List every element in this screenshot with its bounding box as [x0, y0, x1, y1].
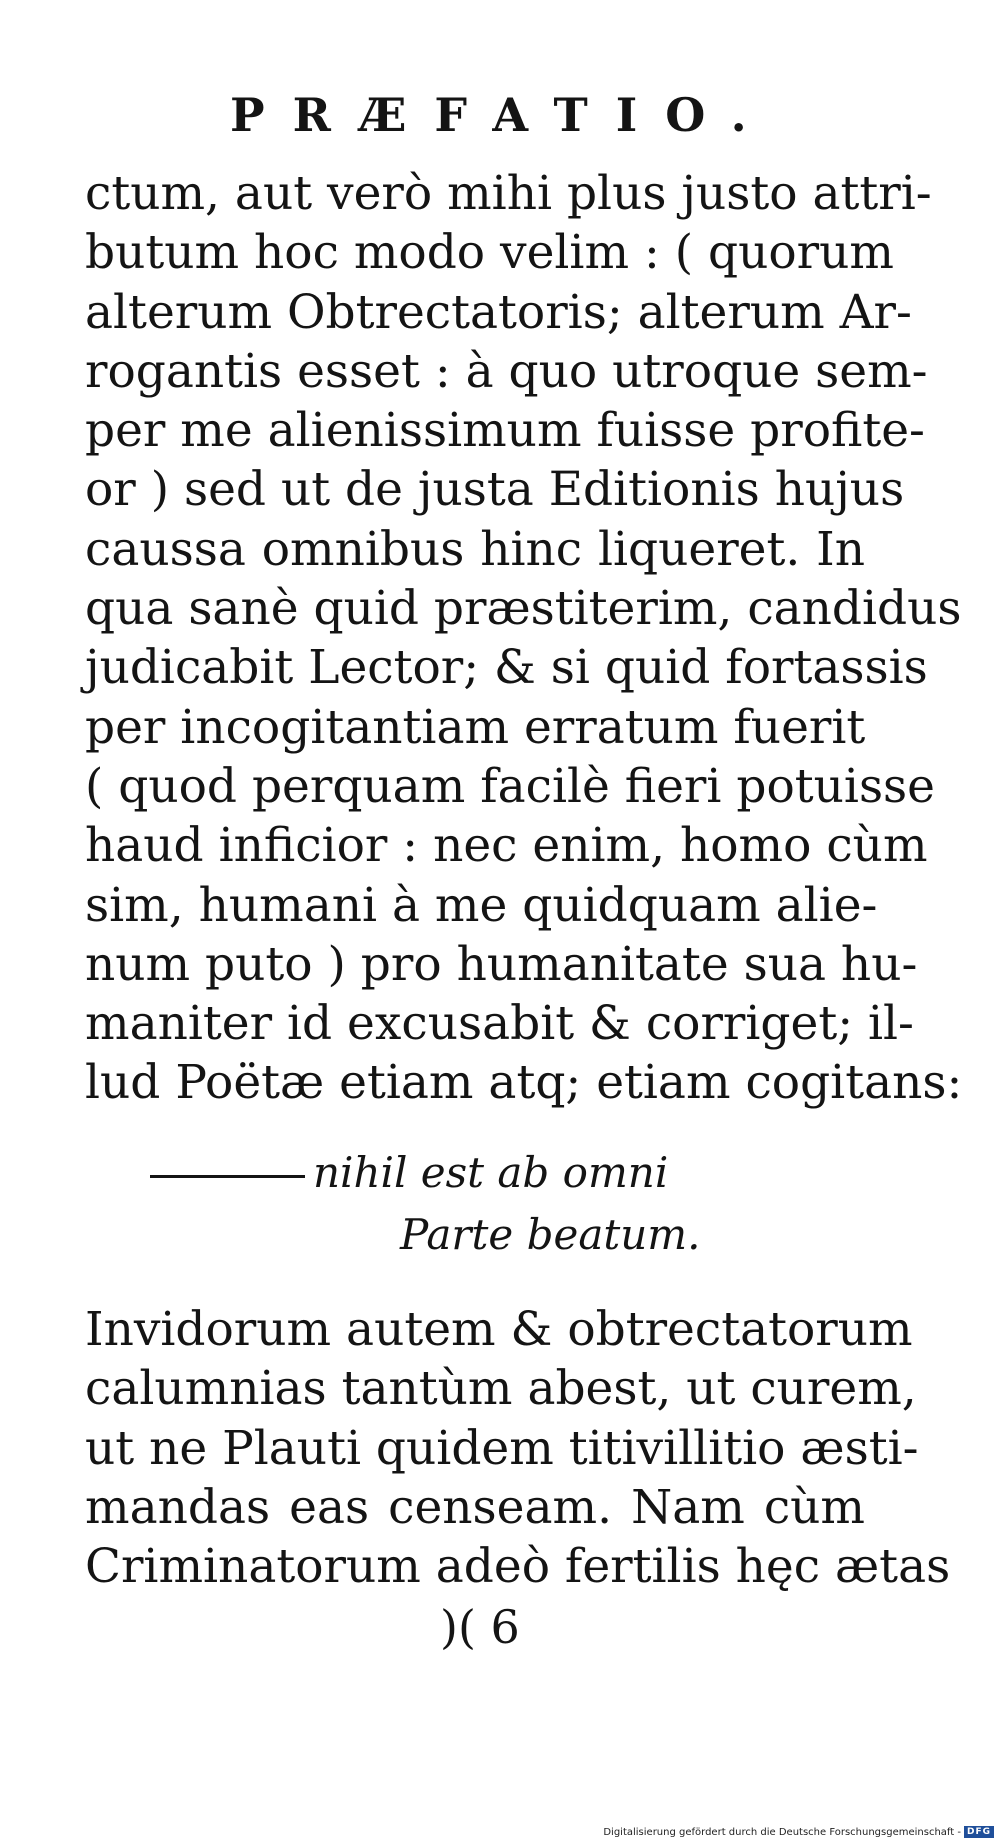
text-line: qua sanè quid præstiterim, candidus — [85, 581, 962, 637]
paragraph-2 — [85, 1300, 951, 1596]
dfg-logo: DFG — [964, 1826, 994, 1838]
digitization-credit — [603, 1826, 994, 1838]
signature-mark: )( 6 — [440, 1600, 520, 1654]
text-line: caussa omnibus hinc liqueret. In — [85, 521, 865, 577]
text-line: calumnias tantùm abest, ut curem, — [85, 1361, 917, 1417]
text-line: Criminatorum adeò fertilis hęc ætas — [85, 1539, 951, 1595]
quotation-text: nihil est ab omni — [313, 1148, 669, 1197]
text-line: haud inficior : nec enim, homo cùm — [85, 818, 928, 874]
text-line: per incogitantiam erratum fuerit — [85, 699, 866, 755]
text-line: ut ne Plauti quidem titivillitio æsti- — [85, 1420, 919, 1476]
text-line: ctum, aut verò mihi plus justo attri- — [85, 166, 932, 221]
credit-text: Digitalisierung gefördert durch die Deutsche Forschungsgemeinschaft - — [603, 1826, 961, 1838]
text-line: mandas eas censeam. Nam cùm — [85, 1479, 865, 1535]
quotation-line-1 — [150, 1148, 668, 1197]
text-line: lud Poëtæ etiam atq; etiam cogitans: — [85, 1055, 963, 1111]
text-line: per me alienissimum fuisse profite- — [85, 403, 925, 459]
text-line: butum hoc modo velim : ( quorum — [85, 225, 894, 281]
quotation-dash — [150, 1175, 305, 1178]
running-title: PRÆFATIO. — [230, 88, 775, 142]
text-line: judicabit Lector; & si quid fortassis — [85, 640, 928, 696]
quotation-line-2: Parte beatum. — [400, 1210, 701, 1259]
text-line: rogantis esset : à quo utroque sem- — [85, 343, 928, 399]
text-line: or ) sed ut de justa Editionis hujus — [85, 462, 905, 518]
paragraph-1 — [85, 164, 963, 1113]
text-line: Invidorum autem & obtrectatorum — [85, 1302, 913, 1357]
text-line: sim, humani à me quidquam alie- — [85, 877, 878, 933]
text-line: maniter id excusabit & corriget; il- — [85, 996, 914, 1052]
text-line: num puto ) pro humanitate sua hu- — [85, 936, 918, 992]
text-line: ( quod perquam facilè fieri potuisse — [85, 758, 935, 814]
text-line: alterum Obtrectatoris; alterum Ar- — [85, 284, 912, 340]
